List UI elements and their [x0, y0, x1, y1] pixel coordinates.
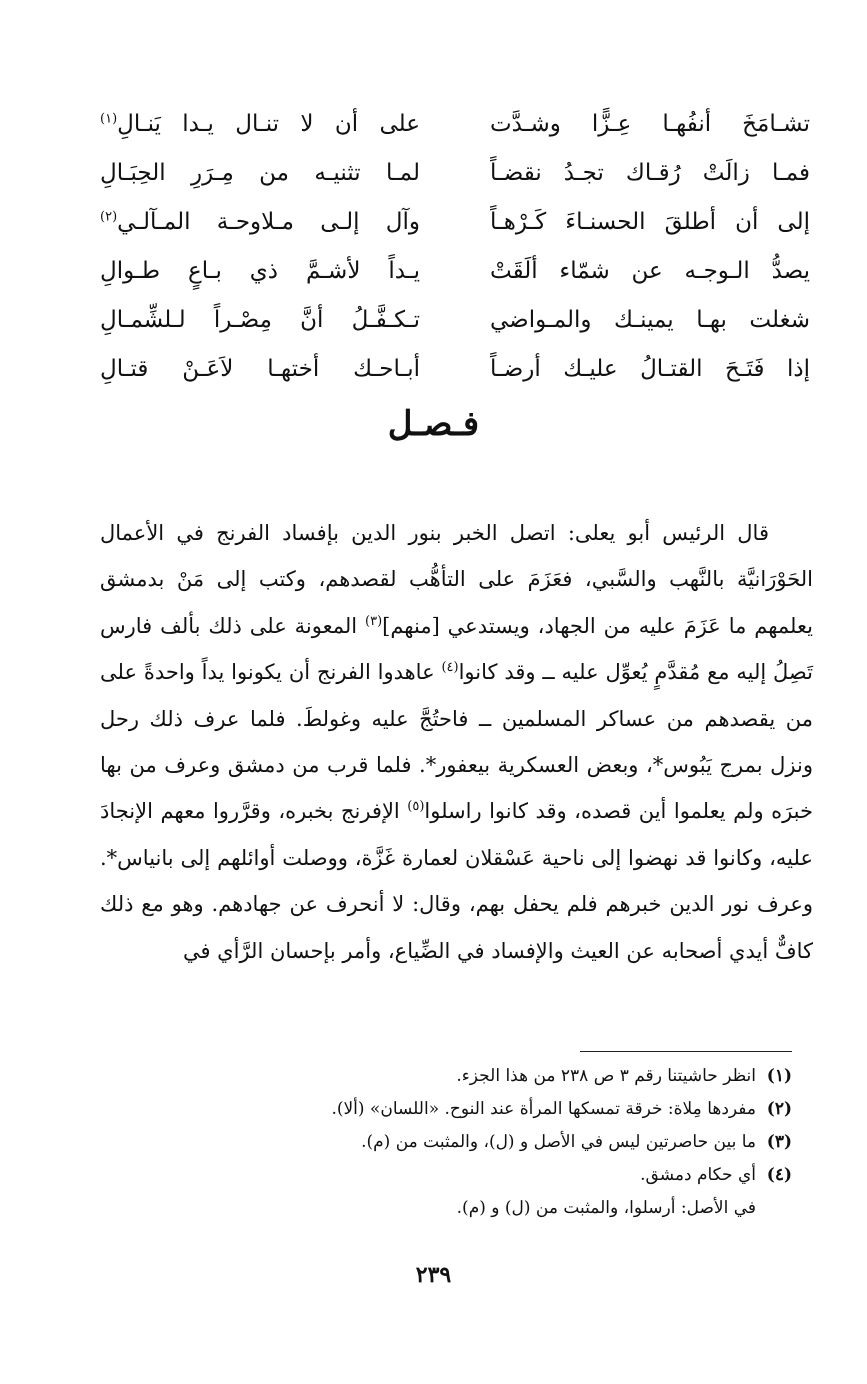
footnote-text: ما بين حاصرتين ليس في الأصل و (ل)، والمثبت من (م). [361, 1132, 756, 1152]
footnote-ref: (١) [100, 111, 118, 127]
hemistich-second: لمـا تثنيـه من مِـرَرِ الحِبَـالِ [100, 160, 420, 186]
footnote-ref: (٢) [100, 209, 118, 225]
page-number: ٢٣٩ [415, 1262, 452, 1288]
poem [98, 100, 810, 394]
footnote-text: أي حكام دمشق. [640, 1165, 756, 1185]
footnote-ref: (٥) [407, 799, 425, 815]
hemistich-second: أبـاحـك أختهـا لاَعَـنْ قتـالِ [100, 356, 420, 382]
footnote-number: (١) [766, 1066, 792, 1086]
paragraph [100, 510, 813, 974]
verse [98, 247, 810, 296]
footnote-text: انظر حاشيتنا رقم ٣ ص ٢٣٨ من هذا الجزء. [456, 1066, 756, 1086]
footnote-divider [580, 1051, 792, 1052]
hemistich-second [100, 198, 420, 247]
verse [98, 296, 810, 345]
section-heading: فـصـل [387, 404, 480, 444]
text-run: المعونة على ذلك بألف فارس تَصِلُ إليه مع مُقدَّمٍ يُعوِّل عليه ــ وقد كانوا [100, 613, 813, 685]
hemistich-first: فمـا زالَتْ رُقـاك تجـدُ نقضـاً [490, 160, 810, 186]
text-run: عاهدوا الفرنج أن يكونوا يداً واحدةً على من يقصدهم من عساكر المسلمين ــ فاحتُجَّ عليه وغولطَ. فلما عرف ذلك رحل ونزل بمرج يَبُوس*، وبعض العسكرية بيعفور*. فلما قرب من دمشق وعرف من بها خبرَه ولم يعلموا أين قصده، وقد كانوا راسلوا [100, 660, 814, 824]
hemistich-text: على أن لا تنـال يـدا يَنـالِ [117, 111, 420, 137]
footnote-number: (٣) [766, 1132, 792, 1152]
footnote-ref: (٤) [441, 660, 459, 676]
footnote-text: مفردها مِلاة: خرقة تمسكها المرأة عند النوح. «اللسان» (ألا). [331, 1099, 756, 1119]
hemistich-second: يـداً لأشـمَّ ذي بـاعٍ طـوالِ [100, 258, 420, 284]
text-run: قال الرئيس أبو يعلى: اتصل الخبر بنور الدين بإفساد الفرنج في الأعمال الحَوْرَانيَّة بالنَّهب والسَّبي، فعَزَمَ على التأهُّب لقصدهم، وكتب إلى مَنْ بدمشق يعلمهم ما عَزَمَ عليه من الجهاد، ويستدعي [منهم] [100, 521, 813, 638]
footnote [92, 1159, 792, 1192]
hemistich-second: تـكـفَّـلُ أنَّ مِصْـراً لـلشِّمـالِ [100, 307, 420, 333]
hemistich-first: إلى أن أطلقَ الحسنـاءَ كَـرْهـاً [490, 209, 810, 235]
footnote [92, 1093, 792, 1126]
footnote [92, 1192, 792, 1225]
footnote-number: (٢) [766, 1099, 792, 1119]
verse [98, 100, 810, 149]
hemistich-first: تشـامَخَ أنفُهـا عِـزًّا وشـدَّت [490, 111, 810, 137]
verse [98, 345, 810, 394]
footnote [92, 1126, 792, 1159]
text-run: الإفرنج بخبره، وقرَّروا معهم الإنجادَ عليه، وكانوا قد نهضوا إلى ناحية عَسْقلان لعمارة غَزَّة، ووصلت أوائلهم إلى بانياس*. وعرف نور الدين خبرهم فلم يحفل بهم، وقال: لا أنحرف عن جهادهم. وهو مع ذلك كافٌّ أيدي أصحابه عن العيث والإفساد في الضِّياع، وأمر بإحسان الرَّأي في [100, 799, 813, 963]
hemistich-text: وآل إلـى مـلاوحـة المـآلـي [117, 209, 420, 235]
hemistich-first: يصدُّ الـوجـه عن شمّاء ألَقَتْ [490, 258, 810, 284]
footnote-text: في الأصل: أرسلوا، والمثبت من (ل) و (م). [456, 1198, 756, 1218]
verse [98, 149, 810, 198]
footnote-number: (٤) [766, 1165, 792, 1185]
footnote [92, 1060, 792, 1093]
hemistich-first: إذا فَتَـحَ القتـالُ عليـك أرضـاً [490, 356, 810, 382]
footnote-ref: (٣) [365, 613, 383, 629]
hemistich-second [100, 100, 420, 149]
verse [98, 198, 810, 247]
hemistich-first: شغلت بهـا يمينـك والمـواضي [490, 307, 810, 333]
footnotes [92, 1060, 792, 1225]
body-text [100, 510, 813, 974]
